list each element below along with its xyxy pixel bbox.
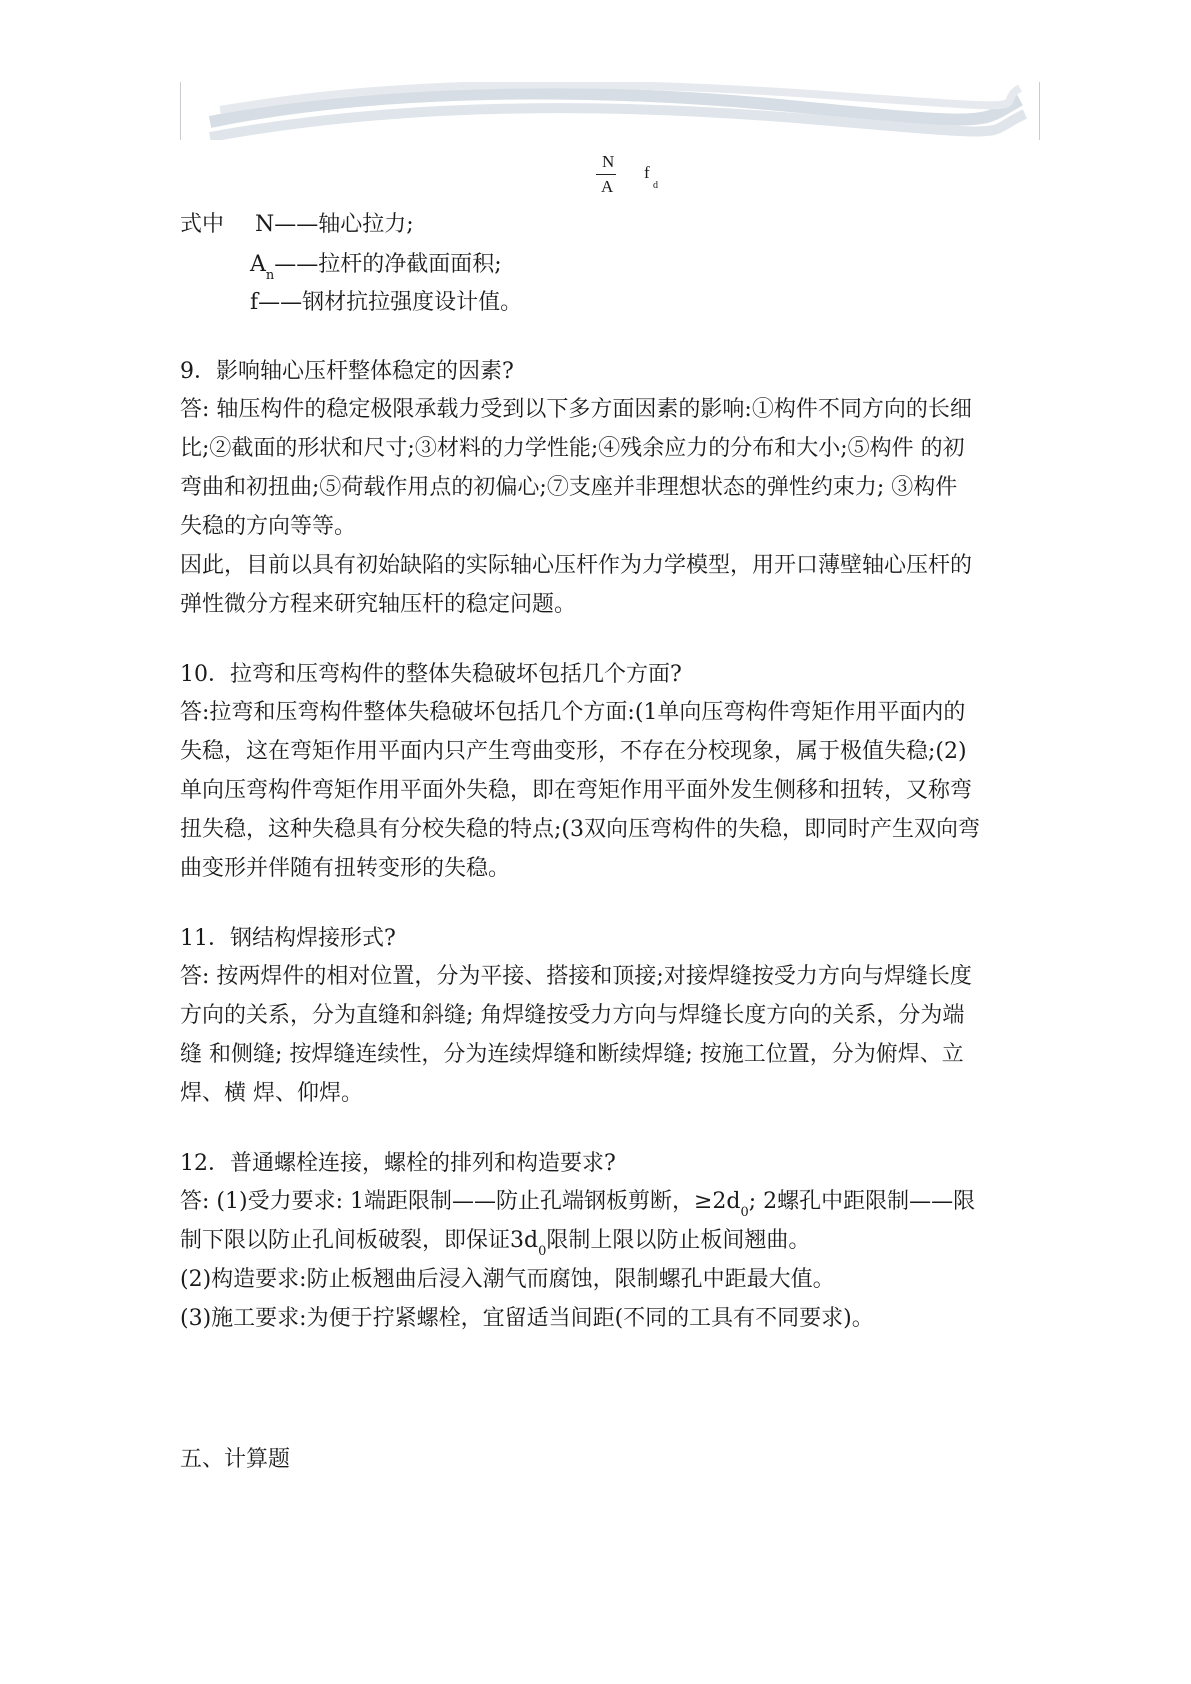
section-5-title: 五、计算题 <box>180 1447 291 1472</box>
q12-line-2-b: 限制上限以防止板间翘曲。 <box>546 1228 811 1253</box>
q9-line: 弯曲和初扭曲;⑤荷载作用点的初偏心;⑦支座并非理想状态的弹性约束力; ③构件 <box>180 475 958 500</box>
header-wave-graphic <box>180 82 1040 140</box>
legend-line-f: f——钢材抗拉强度设计值。 <box>250 290 523 315</box>
q10-line: 答:拉弯和压弯构件整体失稳破坏包括几个方面:(1单向压弯构件弯矩作用平面内的 <box>180 700 966 725</box>
q12-title: 12．普通螺栓连接，螺栓的排列和构造要求? <box>180 1151 616 1176</box>
q12-line-4: (3)施工要求:为便于拧紧螺栓，宜留适当间距(不同的工具有不同要求)。 <box>180 1306 874 1331</box>
q12-line-2-a: 制下限以防止孔间板破裂，即保证3d <box>180 1228 539 1253</box>
formula-fraction-bar <box>596 174 616 175</box>
header-decoration <box>180 82 1040 140</box>
q9-line: 弹性微分方程来研究轴压杆的稳定问题。 <box>180 592 577 617</box>
q12-line-1-sub: 0 <box>740 1205 749 1220</box>
q9-line: 比;②截面的形状和尺寸;③材料的力学性能;④残余应力的分布和大小;⑤构件 的初 <box>180 436 965 461</box>
q11-line: 焊、横 焊、仰焊。 <box>180 1081 363 1106</box>
formula-numerator: N <box>602 152 615 171</box>
q10-line: 扭失稳，这种失稳具有分校失稳的特点;(3双向压弯构件的失稳，即同时产生双向弯 <box>180 817 980 842</box>
legend-an-def: ——拉杆的净截面面积; <box>274 252 502 277</box>
q12-line-2-sub: 0 <box>538 1244 547 1259</box>
q12-line-1-a: 答: (1)受力要求: 1端距限制——防止孔端钢板剪断，≥2d <box>180 1189 741 1214</box>
q9-line: 因此，目前以具有初始缺陷的实际轴心压杆作为力学模型，用开口薄壁轴心压杆的 <box>180 553 973 578</box>
q12-line-1-b: ; 2螺孔中距限制——限 <box>748 1189 976 1214</box>
legend-an-base: A <box>250 252 266 277</box>
q12-line-1 <box>180 1187 975 1220</box>
q10-line: 曲变形并伴随有扭转变形的失稳。 <box>180 856 511 881</box>
q11-line: 缝 和侧缝; 按焊缝连续性，分为连续焊缝和断续焊缝; 按施工位置，分为俯焊、立 <box>180 1042 964 1067</box>
legend-an-sub: n <box>265 268 275 283</box>
q9-line: 答: 轴压构件的稳定极限承载力受到以下多方面因素的影响:①构件不同方向的长细 <box>180 397 972 422</box>
formula-rhs: f <box>644 163 650 182</box>
q10-line: 失稳，这在弯矩作用平面内只产生弯曲变形，不存在分校现象，属于极值失稳;(2) <box>180 739 967 764</box>
q11-line: 答: 按两焊件的相对位置，分为平接、搭接和顶接;对接焊缝按受力方向与焊缝长度 <box>180 964 972 989</box>
q12-line-2 <box>180 1226 810 1259</box>
legend-line-n <box>180 210 414 240</box>
legend-line-an <box>250 250 502 283</box>
q10-line: 单向压弯构件弯矩作用平面外失稳，即在弯矩作用平面外发生侧移和扭转，又称弯 <box>180 778 973 803</box>
legend-lead: 式中 <box>180 212 225 237</box>
q11-title: 11．钢结构焊接形式? <box>180 926 396 951</box>
q10-title: 10．拉弯和压弯构件的整体失稳破坏包括几个方面? <box>180 662 682 687</box>
formula-denominator: A <box>601 177 614 196</box>
legend-n-def: N——轴心拉力; <box>255 212 414 237</box>
q12-line-3: (2)构造要求:防止板翘曲后浸入潮气而腐蚀，限制螺孔中距最大值。 <box>180 1267 835 1292</box>
tensile-formula <box>596 150 676 206</box>
q9-line: 失稳的方向等等。 <box>180 514 357 539</box>
q11-line: 方向的关系，分为直缝和斜缝; 角焊缝按受力方向与焊缝长度方向的关系，分为端 <box>180 1003 965 1028</box>
q9-title: 9．影响轴心压杆整体稳定的因素? <box>180 359 514 384</box>
formula-rhs-subscript: d <box>653 180 658 191</box>
